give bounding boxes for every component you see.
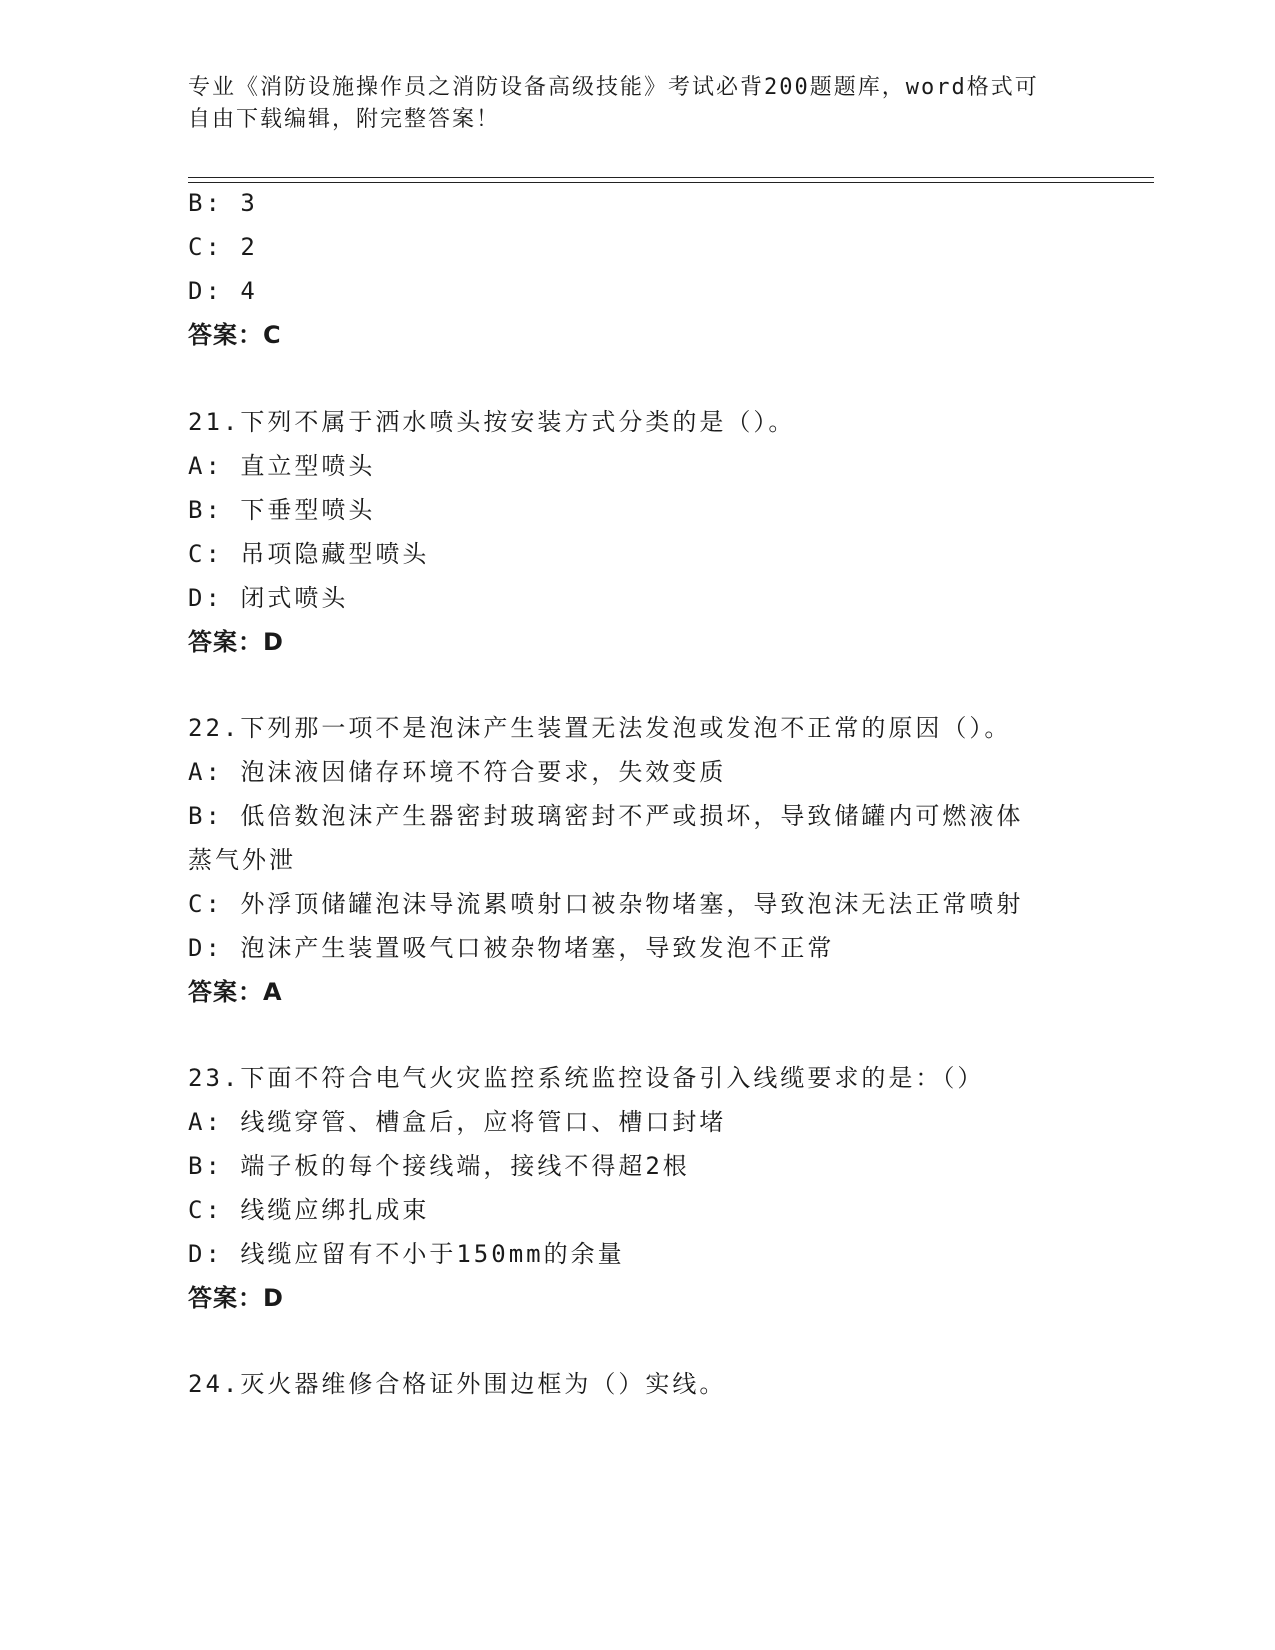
q23-answer: 答案：D: [188, 1284, 284, 1312]
q20-option-b: B: 3: [188, 189, 258, 217]
q21-option-c: C: 吊项隐藏型喷头: [188, 540, 430, 568]
q23-option-d: D: 线缆应留有不小于150mm的余量: [188, 1240, 625, 1268]
q22-option-d: D: 泡沫产生装置吸气口被杂物堵塞，导致发泡不正常: [188, 934, 835, 962]
q22-option-b-continued: 蒸气外泄: [188, 846, 296, 874]
q21-option-b: B: 下垂型喷头: [188, 496, 376, 524]
q23-question: 23.下面不符合电气火灾监控系统监控设备引入线缆要求的是：（）: [188, 1064, 985, 1092]
q20-answer: 答案：C: [188, 321, 282, 349]
q20-option-d: D: 4: [188, 277, 258, 305]
q22-answer: 答案：A: [188, 978, 283, 1006]
q20-option-c: C: 2: [188, 233, 258, 261]
q22-option-c: C: 外浮顶储罐泡沫导流累喷射口被杂物堵塞，导致泡沫无法正常喷射: [188, 890, 1024, 918]
q21-question: 21.下列不属于洒水喷头按安装方式分类的是（）。: [188, 408, 796, 436]
header-line-1: 专业《消防设施操作员之消防设备高级技能》考试必背200题题库，word格式可: [188, 75, 1039, 100]
q22-option-a: A: 泡沫液因储存环境不符合要求，失效变质: [188, 758, 727, 786]
q21-option-d: D: 闭式喷头: [188, 584, 349, 612]
q21-option-a: A: 直立型喷头: [188, 452, 376, 480]
q22-question: 22.下列那一项不是泡沫产生装置无法发泡或发泡不正常的原因（）。: [188, 714, 1012, 742]
q23-option-b: B: 端子板的每个接线端，接线不得超2根: [188, 1152, 690, 1180]
q21-answer: 答案：D: [188, 628, 284, 656]
header-line-2: 自由下载编辑，附完整答案！: [188, 107, 501, 132]
q23-option-a: A: 线缆穿管、槽盒后，应将管口、槽口封堵: [188, 1108, 727, 1136]
q23-option-c: C: 线缆应绑扎成束: [188, 1196, 430, 1224]
document-header: [188, 72, 1068, 136]
q24-question: 24.灭火器维修合格证外围边框为（）实线。: [188, 1370, 727, 1398]
header-rule-bottom: [188, 182, 1154, 183]
q22-option-b: B: 低倍数泡沫产生器密封玻璃密封不严或损坏，导致储罐内可燃液体: [188, 802, 1024, 830]
header-rule-top: [188, 177, 1154, 178]
